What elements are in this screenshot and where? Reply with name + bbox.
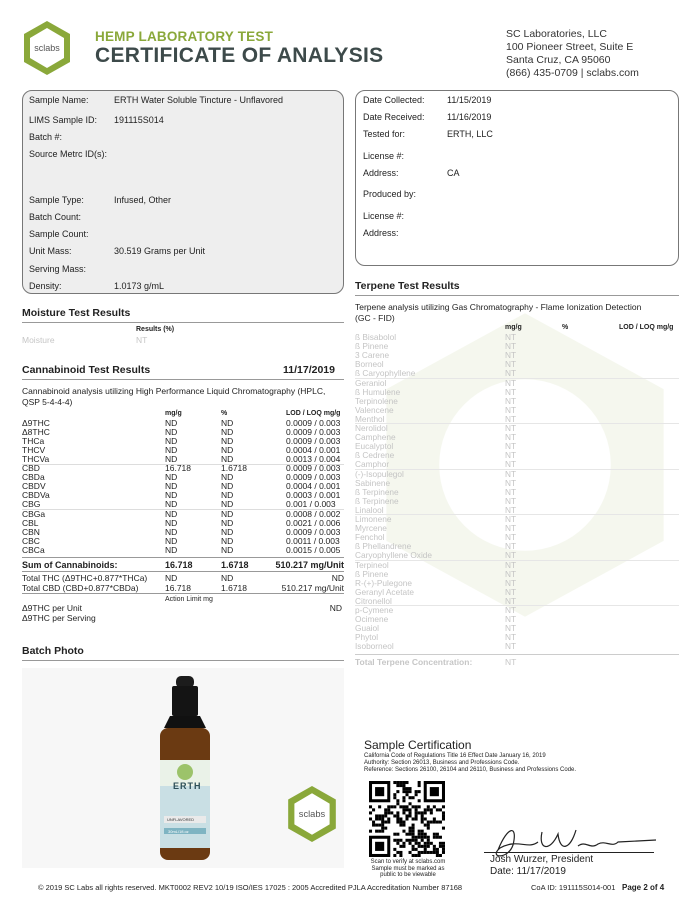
terpene-name: ß Phellandrene xyxy=(355,541,412,552)
client-field-label: License #: xyxy=(363,211,405,221)
total-mg: ND xyxy=(165,573,178,583)
cannabinoid-lod: 0.0013 / 0.004 xyxy=(286,454,341,465)
cannabinoid-pct: ND xyxy=(221,544,234,555)
client-field-label: Produced by: xyxy=(363,189,417,199)
sclabs-seal-icon xyxy=(286,785,338,843)
terpene-mg: NT xyxy=(505,559,517,570)
qr-code[interactable] xyxy=(369,781,445,857)
cannabinoid-lod: 0.0008 / 0.002 xyxy=(286,508,341,519)
terpene-name: Ocimene xyxy=(355,614,389,625)
lab-city: Santa Cruz, CA 95060 xyxy=(506,54,611,66)
cannabinoid-name: Δ9THC xyxy=(22,418,50,428)
sample-field-value: 1.0173 g/mL xyxy=(114,281,165,291)
moisture-col-header: Results (%) xyxy=(136,326,175,333)
terpene-name: Citronellol xyxy=(355,595,392,606)
cannabinoid-mg: ND xyxy=(165,508,178,519)
lab-name: SC Laboratories, LLC xyxy=(506,28,607,40)
signature-date: Date: 11/17/2019 xyxy=(490,866,566,877)
cannabinoid-pct: ND xyxy=(221,418,234,428)
terpene-mg: NT xyxy=(505,332,517,342)
sample-field-label: Density: xyxy=(29,281,62,291)
cannabinoid-title: Cannabinoid Test Results xyxy=(22,364,151,376)
sample-field-label: Sample Name: xyxy=(29,95,89,105)
terpene-name: (-)-Isopulegol xyxy=(355,468,404,479)
cert-line-3: Reference: Sections 26100, 26104 and 26110, Business and Professions Code. xyxy=(364,767,577,773)
client-field-value: ERTH, LLC xyxy=(447,129,493,139)
terpene-name: 3 Carene xyxy=(355,350,390,361)
signer-name: Josh Wurzer, President xyxy=(490,854,594,865)
cert-line-2: Authority: Section 26013, Business and Professions Code. xyxy=(364,760,520,766)
qr-caption-line-2: Sample must be marked as xyxy=(371,865,445,872)
moisture-rule xyxy=(22,322,344,323)
terpene-name: ß Pinene xyxy=(355,341,389,352)
terpene-name: Valencene xyxy=(355,404,394,415)
cannabinoid-pct: ND xyxy=(221,436,234,447)
cannabinoid-pct: ND xyxy=(221,481,234,492)
terpene-name: Sabinene xyxy=(355,477,391,488)
cannabinoid-header-lod: LOD / LOQ mg/g xyxy=(286,410,341,417)
terpene-header-mg: mg/g xyxy=(505,324,522,331)
terpene-name: Fenchol xyxy=(355,532,385,543)
certification-text xyxy=(364,753,576,774)
terpene-name: Geranyl Acetate xyxy=(355,586,415,597)
terpene-mg: NT xyxy=(505,614,517,625)
sample-field-value: 191115S014 xyxy=(114,115,164,125)
cannabinoid-mg: ND xyxy=(165,499,178,510)
terpene-name: Phytol xyxy=(355,632,379,643)
terpene-name: Linalool xyxy=(355,504,384,515)
terpene-header-lod: LOD / LOQ mg/g xyxy=(619,324,674,331)
cannabinoid-lod: 0.0009 / 0.003 xyxy=(286,463,341,474)
row-divider xyxy=(355,423,679,424)
cannabinoid-mg: ND xyxy=(165,517,178,528)
batch-photo-title: Batch Photo xyxy=(22,645,84,657)
cannabinoid-pct: ND xyxy=(221,499,234,510)
cannabinoid-header-mg: mg/g xyxy=(165,410,182,417)
client-field-value: CA xyxy=(447,168,460,178)
terpene-mg: NT xyxy=(505,504,517,515)
terpene-mg: NT xyxy=(505,386,517,397)
sum-pct: 1.6718 xyxy=(221,560,249,570)
sum-label: Sum of Cannabinoids: xyxy=(22,560,118,570)
cannabinoid-mg: ND xyxy=(165,490,178,501)
cannabinoid-pct: ND xyxy=(221,490,234,501)
cannabinoid-pct: ND xyxy=(221,526,234,537)
sample-field-label: Batch Count: xyxy=(29,212,82,222)
sample-field-label: Unit Mass: xyxy=(29,246,72,256)
signature-line xyxy=(484,852,654,853)
terpene-mg: NT xyxy=(505,641,517,652)
report-subtitle: HEMP LABORATORY TEST xyxy=(95,29,274,44)
cannabinoid-name: CBDV xyxy=(22,481,46,492)
cannabinoid-name: CBG xyxy=(22,499,41,510)
terpene-rule xyxy=(355,295,679,296)
totals-rule xyxy=(22,593,344,594)
sample-field-label: Sample Count: xyxy=(29,229,89,239)
terpene-mg: NT xyxy=(505,404,517,415)
client-field-label: Date Collected: xyxy=(363,95,425,105)
moisture-value: NT xyxy=(136,335,148,345)
cannabinoid-name: CBN xyxy=(22,526,40,537)
svg-text:sclabs: sclabs xyxy=(298,809,326,820)
qr-caption xyxy=(363,859,453,879)
terpene-name: ß Cedrene xyxy=(355,450,395,461)
total-lod: ND xyxy=(331,573,344,583)
cannabinoid-lod: 0.0009 / 0.003 xyxy=(286,418,341,428)
row-divider xyxy=(355,560,679,561)
moisture-label: Moisture xyxy=(22,335,55,345)
terpene-mg: NT xyxy=(505,459,517,470)
cannabinoid-name: THCa xyxy=(22,436,45,447)
footer-copyright: © 2019 SC Labs all rights reserved. MKT0002 REV2 10/19 ISO/IES 17025 : 2005 Accredited PJLA Accreditation Number 87168 xyxy=(38,883,463,892)
terpene-mg: NT xyxy=(505,532,517,543)
bottle-volume: 30mL/1fl.oz xyxy=(168,829,189,834)
sample-field-value: Infused, Other xyxy=(114,195,172,205)
terpene-title: Terpene Test Results xyxy=(355,280,460,292)
lab-street: 100 Pioneer Street, Suite E xyxy=(506,41,634,53)
terpene-name: ß Bisabolol xyxy=(355,332,397,342)
cannabinoid-name: Δ8THC xyxy=(22,427,50,438)
cannabinoid-pct: ND xyxy=(221,508,234,519)
terpene-name: Terpinolene xyxy=(355,395,398,406)
batch-photo-rule xyxy=(22,660,344,661)
terpene-mg: NT xyxy=(505,577,517,588)
terpene-name: Isoborneol xyxy=(355,641,394,652)
cannabinoid-pct: ND xyxy=(221,445,234,456)
cannabinoid-header-pct: % xyxy=(221,410,228,417)
cannabinoid-pct: ND xyxy=(221,427,234,438)
terpene-name: Nerolidol xyxy=(355,423,388,433)
terpene-mg: NT xyxy=(505,413,517,424)
sum-lod: 510.217 mg/Unit xyxy=(275,560,344,570)
footer-page: Page 2 of 4 xyxy=(622,883,665,892)
total-pct: ND xyxy=(221,573,234,583)
cannabinoid-lod: 0.0015 / 0.005 xyxy=(286,544,341,555)
footer-coa-id: CoA ID: 191115S014-001 xyxy=(531,883,616,892)
terpene-name: ß Terpinene xyxy=(355,495,399,506)
terpene-mg: NT xyxy=(505,432,517,443)
client-field-value: 11/16/2019 xyxy=(447,112,492,122)
terpene-mg: NT xyxy=(505,586,517,597)
sum-mg: 16.718 xyxy=(165,560,193,570)
cannabinoid-pct: ND xyxy=(221,535,234,546)
cannabinoid-lod: 0.001 / 0.003 xyxy=(286,499,336,510)
client-field-label: Date Received: xyxy=(363,112,425,122)
cannabinoid-name: CBL xyxy=(22,517,39,528)
sample-field-value: ERTH Water Soluble Tincture - Unflavored xyxy=(114,95,284,105)
cannabinoid-name: CBDa xyxy=(22,472,45,483)
cannabinoid-mg: ND xyxy=(165,436,178,447)
cannabinoid-mg: ND xyxy=(165,454,178,465)
terpene-total-label: Total Terpene Concentration: xyxy=(355,657,473,667)
cannabinoid-mg: ND xyxy=(165,472,178,483)
terpene-mg: NT xyxy=(505,495,517,506)
sample-field-label: Batch #: xyxy=(29,132,63,142)
action-limit-header: Action Limit mg xyxy=(165,596,213,603)
terpene-mg: NT xyxy=(505,423,517,433)
cannabinoid-mg: ND xyxy=(165,481,178,492)
total-mg: 16.718 xyxy=(165,582,191,593)
terpene-mg: NT xyxy=(505,441,517,452)
cannabinoid-mg: ND xyxy=(165,526,178,537)
cannabinoid-pct: 1.6718 xyxy=(221,463,247,474)
terpene-mg: NT xyxy=(505,514,517,524)
terpene-name: Camphor xyxy=(355,459,390,470)
terpene-mg: NT xyxy=(505,377,517,388)
cannabinoid-mg: ND xyxy=(165,535,178,546)
client-field-label: Tested for: xyxy=(363,129,406,139)
terpene-mg: NT xyxy=(505,468,517,479)
cannabinoid-pct: ND xyxy=(221,454,234,465)
cannabinoid-lod: 0.0004 / 0.001 xyxy=(286,445,341,456)
sample-field-label: Sample Type: xyxy=(29,195,84,205)
cannabinoid-lod: 0.0009 / 0.003 xyxy=(286,472,341,483)
terpene-name: Camphene xyxy=(355,432,396,443)
cannabinoid-lod: 0.0011 / 0.003 xyxy=(286,535,340,546)
terpene-mg: NT xyxy=(505,450,517,461)
terpene-mg: NT xyxy=(505,632,517,643)
row-divider xyxy=(355,605,679,606)
terpene-mg: NT xyxy=(505,523,517,534)
terpene-mg: NT xyxy=(505,541,517,552)
sum-rule-bottom xyxy=(22,571,344,572)
terpene-name: Guaiol xyxy=(355,623,379,634)
sample-field-label: Source Metrc ID(s): xyxy=(29,149,108,159)
cannabinoid-date: 11/17/2019 xyxy=(283,364,335,376)
cannabinoid-name: CBC xyxy=(22,535,40,546)
terpene-mg: NT xyxy=(505,477,517,488)
logo-text: sclabs xyxy=(34,43,60,53)
terpene-name: Geraniol xyxy=(355,377,387,388)
cannabinoid-name: CBCa xyxy=(22,544,45,555)
terpene-mg: NT xyxy=(505,341,517,352)
terpene-name: Myrcene xyxy=(355,523,387,534)
qr-caption-line-3: public to be viewable xyxy=(380,872,436,878)
terpene-name: R-(+)-Pulegone xyxy=(355,577,412,588)
cannabinoid-mg: ND xyxy=(165,418,178,428)
sample-field-label: Serving Mass: xyxy=(29,264,87,274)
client-field-value: 11/15/2019 xyxy=(447,95,492,105)
terpene-name: Borneol xyxy=(355,359,384,370)
terpene-mg: NT xyxy=(505,595,517,606)
per-unit-value: ND xyxy=(329,603,342,613)
row-divider xyxy=(355,378,679,379)
cannabinoid-name: THCVa xyxy=(22,454,50,465)
terpene-name: Eucalyptol xyxy=(355,441,394,452)
cannabinoid-name: THCV xyxy=(22,445,46,456)
cannabinoid-lod: 0.0021 / 0.006 xyxy=(286,517,341,528)
total-label: Total THC (Δ9THC+0.877*THCa) xyxy=(22,573,148,583)
terpene-name: Terpineol xyxy=(355,559,389,570)
bottle-brand: ERTH xyxy=(173,781,202,791)
terpene-mg: NT xyxy=(505,623,517,634)
certification-title: Sample Certification xyxy=(364,738,472,752)
client-field-label: License #: xyxy=(363,151,405,161)
cannabinoid-lod: 0.0009 / 0.003 xyxy=(286,427,341,438)
terpene-mg: NT xyxy=(505,486,517,497)
cannabinoid-mg: 16.718 xyxy=(165,463,191,474)
cannabinoid-lod: 0.0003 / 0.001 xyxy=(286,490,341,501)
cannabinoid-lod: 0.0009 / 0.003 xyxy=(286,436,341,447)
lab-contact: (866) 435-0709 | sclabs.com xyxy=(506,67,639,79)
terpene-total-value: NT xyxy=(505,657,517,667)
terpene-method: Terpene analysis utilizing Gas Chromatography - Flame Ionization Detection (GC - FID) xyxy=(355,302,642,323)
sample-field-value: 30.519 Grams per Unit xyxy=(114,246,206,256)
cannabinoid-mg: ND xyxy=(165,427,178,438)
terpene-mg: NT xyxy=(505,368,517,379)
terpene-header-pct: % xyxy=(562,324,569,331)
cannabinoid-pct: ND xyxy=(221,472,234,483)
terpene-name: Caryophyllene Oxide xyxy=(355,550,433,561)
terpene-mg: NT xyxy=(505,395,517,406)
cannabinoid-lod: 0.0009 / 0.003 xyxy=(286,526,341,537)
terpene-name: ß Caryophyllene xyxy=(355,368,416,379)
terpene-name: ß Humulene xyxy=(355,386,401,397)
per-serving-label: Δ9THC per Serving xyxy=(22,613,96,623)
terpene-name: Limonene xyxy=(355,514,392,524)
total-label: Total CBD (CBD+0.877*CBDa) xyxy=(22,582,139,593)
cannabinoid-mg: ND xyxy=(165,445,178,456)
terpene-mg: NT xyxy=(505,359,517,370)
total-pct: 1.6718 xyxy=(221,582,247,593)
cannabinoid-pct: ND xyxy=(221,517,234,528)
tincture-bottle-image xyxy=(150,676,220,862)
total-lod: 510.217 mg/Unit xyxy=(281,582,344,593)
cannabinoid-lod: 0.0004 / 0.001 xyxy=(286,481,341,492)
terpene-name: Menthol xyxy=(355,413,385,424)
cert-line-1: California Code of Regulations Title 16 Effect Date January 16, 2019 xyxy=(364,753,546,759)
terpene-total-rule xyxy=(355,654,679,655)
terpene-mg: NT xyxy=(505,550,517,561)
cannabinoid-name: CBDVa xyxy=(22,490,50,501)
terpene-name: ß Terpinene xyxy=(355,486,399,497)
terpene-mg: NT xyxy=(505,605,517,615)
sample-field-label: LIMS Sample ID: xyxy=(29,115,98,125)
qr-caption-line-1: Scan to verify at sclabs.com xyxy=(370,859,446,865)
terpene-name: p-Cymene xyxy=(355,605,394,615)
terpene-name: ß Pinene xyxy=(355,568,389,579)
cannabinoid-method: Cannabinoid analysis utilizing High Performance Liquid Chromatography (HPLC, QSP 5-4-4-4) xyxy=(22,386,326,407)
sclabs-logo xyxy=(22,20,72,76)
cannabinoid-rule xyxy=(22,379,344,380)
cannabinoid-name: CBGa xyxy=(22,508,46,519)
cannabinoid-mg: ND xyxy=(165,544,178,555)
moisture-title: Moisture Test Results xyxy=(22,307,131,319)
client-field-label: Address: xyxy=(363,168,399,178)
sum-rule-top xyxy=(22,557,344,558)
per-unit-label: Δ9THC per Unit xyxy=(22,603,82,613)
cannabinoid-name: CBD xyxy=(22,463,40,474)
row-divider xyxy=(355,514,679,515)
client-field-label: Address: xyxy=(363,228,399,238)
bottle-flavor: UNFLAVORED xyxy=(167,817,195,822)
report-title: CERTIFICATE OF ANALYSIS xyxy=(95,44,384,67)
terpene-mg: NT xyxy=(505,350,517,361)
terpene-mg: NT xyxy=(505,568,517,579)
lab-address xyxy=(506,28,639,80)
